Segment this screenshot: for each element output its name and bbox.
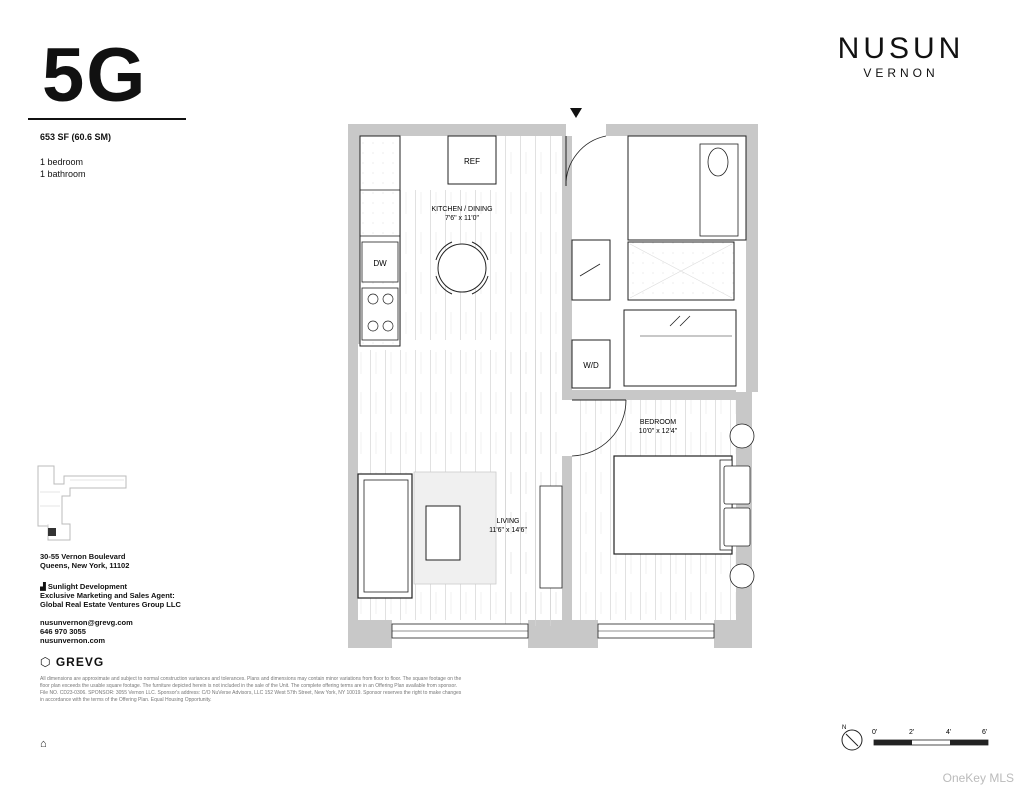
website-link[interactable]: nusunvernon.com [40, 636, 106, 645]
grevg-icon: ⬡ [40, 655, 56, 669]
sofa [358, 474, 412, 598]
brand-subtitle: VERNON [863, 66, 939, 80]
kitchen-dimensions: 7'6" x 11'0" [445, 215, 479, 222]
wall-bedroom-west [562, 456, 572, 620]
address-line-1: 30-55 Vernon Boulevard [40, 552, 126, 561]
unit-area: 653 SF (60.6 SM) [40, 132, 112, 142]
pillow [724, 466, 750, 504]
key-plan [34, 462, 134, 544]
kitchen-label: KITCHEN / DINING [431, 206, 493, 213]
wall-bedroom-north [562, 390, 736, 400]
email-link[interactable]: nusunvernon@grevg.com [40, 618, 133, 627]
mls-watermark: OneKey MLS [942, 771, 1014, 785]
floor-plan [340, 100, 770, 660]
living-dimensions: 11'6" x 14'6" [489, 527, 527, 534]
grevg-logo: ⬡ GREVG [40, 655, 105, 669]
bathroom-count: 1 bathroom [40, 169, 86, 179]
contact-block [40, 618, 133, 645]
agent-label: Exclusive Marketing and Sales Agent: [40, 591, 175, 600]
wall-sw-corner [348, 620, 392, 648]
washer-dryer-label: W/D [583, 361, 599, 370]
bedroom-count: 1 bedroom [40, 157, 84, 167]
wall-east-upper [746, 124, 758, 392]
disclaimer-text: All dimensions are approximate and subject to normal construction variances and tolerances. Plans and dimensions may contain minor variations from floor to floor. The square footage on the floor plan exceeds the usable square footage. The furniture depicted herein is not included in the sale of the Unit. The complete offering terms are in an Offering Plan available from sponsor. File NO. CD23-0306. SPONSOR: 3055 Vernon LLC. Sponsor's address: C/O NuVerse Advisors, LLC 152 West 57th Street, New York, NY 10019. Sponsor reserves the right to make changes in accordance with the terms of the Offering Plan. Equal Housing Opportunity. [40, 676, 462, 703]
phone-number: 646 970 3055 [40, 627, 86, 636]
toilet [708, 148, 728, 176]
scale-label-0: 0' [872, 729, 878, 736]
dining-table [438, 244, 486, 292]
media-console [540, 486, 562, 588]
bedroom-dimensions: 10'0" x 12'4" [638, 428, 678, 435]
pillow [724, 508, 750, 546]
unit-title: 5G [42, 33, 148, 118]
bed [614, 456, 732, 554]
dishwasher-label: DW [373, 259, 387, 268]
scale-label-4: 4' [946, 729, 952, 736]
hall-closet [572, 240, 610, 300]
bedroom-label: BEDROOM [639, 419, 677, 426]
entry-arrow-icon [570, 108, 582, 118]
developer-name: ▟ Sunlight Development [40, 582, 128, 591]
shower-floor [630, 242, 736, 300]
scale-label-6: 6' [982, 729, 988, 736]
scale-bar [836, 722, 996, 758]
address-block [40, 552, 129, 570]
cooktop [362, 288, 398, 340]
developer-icon: ▟ [40, 582, 48, 591]
coffee-table [426, 506, 460, 560]
equal-housing-icon: ⌂ [40, 738, 47, 750]
title-rule [28, 118, 186, 120]
key-plan-unit-marker [48, 528, 56, 536]
agent-name: Global Real Estate Ventures Group LLC [40, 600, 181, 609]
wall-se-corner [714, 620, 752, 648]
address-line-2: Queens, New York, 11102 [40, 561, 130, 570]
living-label: LIVING [496, 518, 520, 525]
brand-logo: NUSUN [837, 32, 965, 65]
nightstand [730, 424, 754, 448]
unit-rooms [40, 156, 86, 180]
bedroom-closet [624, 310, 736, 386]
scale-label-2: 2' [909, 729, 915, 736]
wall-west-lower [348, 344, 358, 630]
refrigerator-label: REF [464, 157, 480, 166]
developer-block [40, 582, 181, 609]
nightstand [730, 564, 754, 588]
wall-north-east [606, 124, 758, 136]
north-label: N [842, 725, 847, 731]
